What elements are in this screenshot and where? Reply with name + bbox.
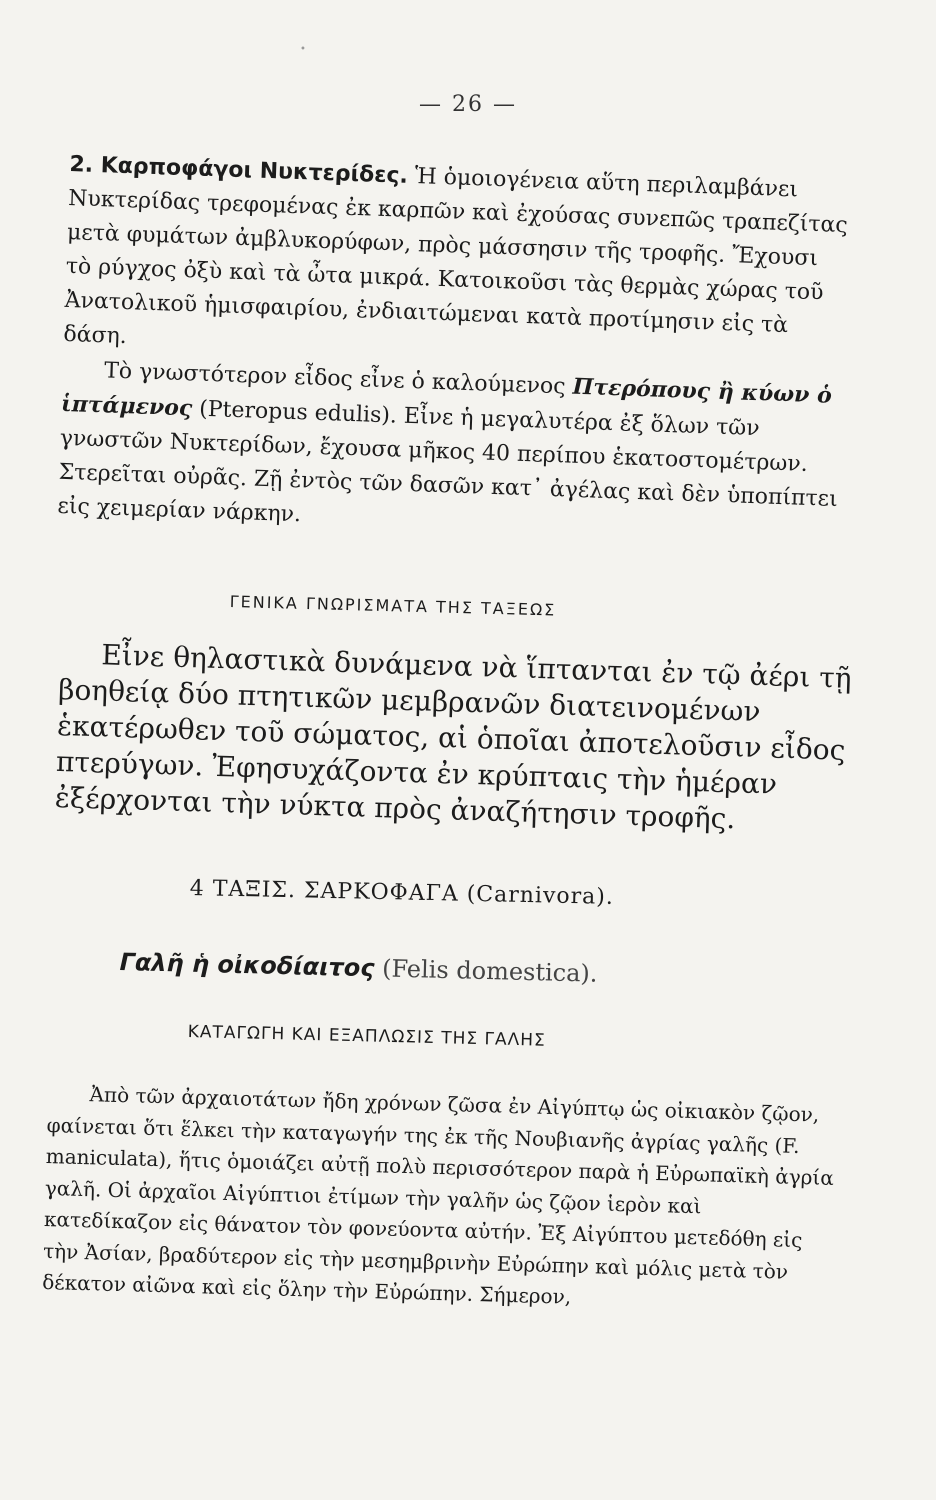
pteropus-paragraph <box>57 352 843 551</box>
pteropus-name: Πτερόπους ἢ κύων ὁ ἱπτάμενος <box>60 373 833 422</box>
fruit-bats-section <box>57 148 850 551</box>
fruit-bats-paragraph <box>63 148 850 379</box>
page-number: — 26 — <box>419 92 517 117</box>
page-speck: • <box>300 44 306 55</box>
order-heading: 4 ΤΑΞΙΣ. ΣΑΡΚΟΦΑΓΑ (Carnivora). <box>189 876 615 910</box>
species-greek-name: Γαλῆ ἡ οἰκοδίαιτος <box>119 948 375 983</box>
species-heading <box>119 948 597 988</box>
pteropus-text: (Pteropus edulis). Εἶνε ἡ μεγαλυτέρα ἐξ ὅλων τῶν γνωστῶν Νυκτερίδων, ἔχουσα μῆκος 40 περίπου ἑκατοστομέτρων. Στερεῖται οὐρᾶς. Ζῇ ἐντὸς τῶν δασῶν κατ᾽ ἀγέλας καὶ δὲν ὑποπίπτει εἰς χειμερίαν νάρκην. <box>57 396 839 528</box>
origin-section <box>42 1078 838 1320</box>
general-characteristics-title: ΓΕΝΙΚΑ ΓΝΩΡΙΣΜΑΤΑ ΤΗΣ ΤΑΞΕΩΣ <box>229 592 557 620</box>
pteropus-intro: Τὸ γνωστότερον εἶδος εἶνε ὁ καλούμενος <box>103 358 566 400</box>
general-characteristics-text <box>54 636 859 841</box>
origin-title: ΚΑΤΑΓΩΓΗ ΚΑΙ ΕΞΑΠΛΩΣΙΣ ΤΗΣ ΓΑΛΗΣ <box>187 1022 546 1051</box>
fruit-bats-heading: 2. Καρποφάγοι Νυκτερίδες. <box>68 151 409 189</box>
general-paragraph: Εἶνε θηλαστικὰ δυνάμενα νὰ ἵπτανται ἐν τῷ ἀέρι τῇ βοηθείᾳ δύο πτητικῶν μεμβρανῶν διατεινομένων ἑκατέρωθεν τοῦ σώματος, αἱ ὁποῖαι ἀποτελοῦσιν εἶδος πτερύγων. Ἐφησυχάζοντα ἐν κρύπταις τὴν ἡμέραν ἐξέρχονται τὴν νύκτα πρὸς ἀναζήτησιν τροφῆς. <box>54 638 853 836</box>
fruit-bats-text: Ἡ ὁμοιογένεια αὕτη περιλαμβάνει Νυκτερίδας τρεφομένας ἐκ καρπῶν καὶ ἐχούσας συνεπῶς τραπεζίτας μετὰ φυμάτων ἀμβλυκορύφων, πρὸς μάσσησιν τῆς τροφῆς. Ἔχουσι τὸ ρύγχος ὀξὺ καὶ τὰ ὦτα μικρά. Κατοικοῦσι τὰς θερμὰς χώρας τοῦ Ἀνατολικοῦ ἡμισφαιρίου, ἐνδιαιτώμεναι κατὰ προτίμησιν εἰς τὰ δάση. <box>63 164 849 350</box>
origin-paragraph: Ἀπὸ τῶν ἀρχαιοτάτων ἤδη χρόνων ζῶσα ἐν Αἰγύπτῳ ὡς οἰκιακὸν ζῷον, φαίνεται ὅτι ἕλκει τὴν καταγωγήν της ἐκ τῆς Νουβιανῆς ἀγρίας γαλῆς (F. maniculata), ἥτις ὁμοιάζει αὐτῇ πολὺ περισσότερον παρὰ ἡ Εὐρωπαϊκὴ ἀγρία γαλῆ. Οἱ ἀρχαῖοι Αἰγύπτιοι ἐτίμων τὴν γαλῆν ὡς ζῷον ἱερὸν καὶ κατεδίκαζον εἰς θάνατον τὸν φονεύοντα αὐτήν. Ἐξ Αἰγύπτου μετεδόθη εἰς τὴν Ἀσίαν, βραδύτερον εἰς τὴν μεσημβρινὴν Εὐρώπην καὶ μόλις μετὰ τὸν δέκατον αἰῶνα καὶ εἰς ὅλην τὴν Εὐρώπην. Σήμερον, <box>41 1082 835 1309</box>
species-latin-name: (Felis domestica). <box>381 954 598 988</box>
